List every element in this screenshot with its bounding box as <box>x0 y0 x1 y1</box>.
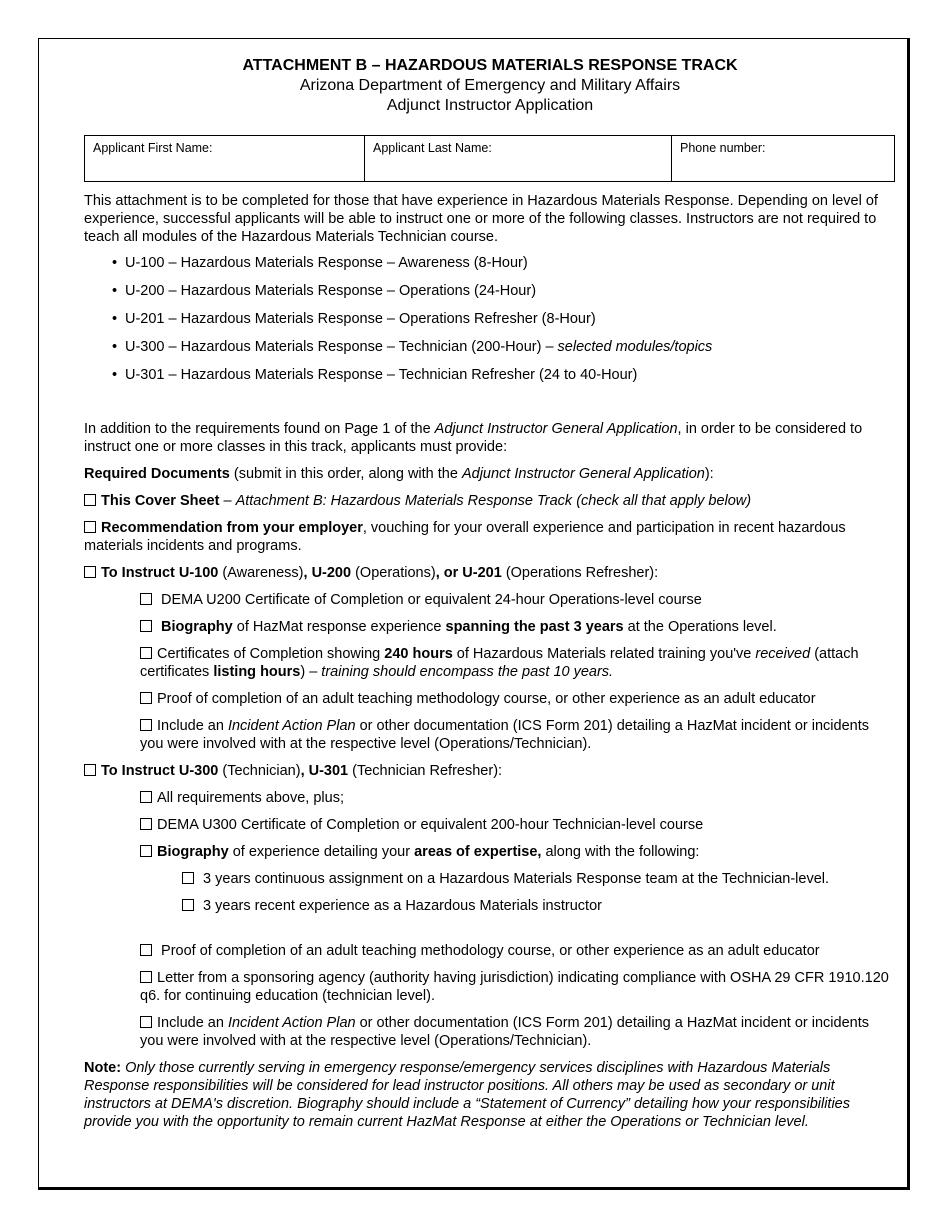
tech-cert-checkbox[interactable] <box>140 818 152 830</box>
ops-bio-checkbox[interactable] <box>140 620 152 632</box>
first-name-field[interactable] <box>85 136 365 182</box>
intro-paragraph: This attachment is to be completed for those that have experience in Hazardous Materials Response. Depending on level of experience, successful applicants will be able to instruct one or more of the following classes. Instructors are not required to teach all modules of the Hazardous Materials Technician course. <box>84 193 878 245</box>
bullet-icon: • <box>112 339 118 355</box>
class-item: • U-100 – Hazardous Materials Response – Awareness (8-Hour) <box>112 255 528 271</box>
bullet-icon: • <box>112 367 118 383</box>
ops-proof-checkbox[interactable] <box>140 692 152 704</box>
document-body <box>84 56 896 1131</box>
class-item: • U-200 – Hazardous Materials Response – Operations (24-Hour) <box>112 283 537 299</box>
required-documents: Required Documents (submit in this order, along with the Adjunct Instructor General Application): <box>84 466 714 482</box>
page-title: ATTACHMENT B – HAZARDOUS MATERIALS RESPONSE TRACK <box>242 57 738 74</box>
tech-iap-checkbox[interactable] <box>140 1016 152 1028</box>
tech-letter-item: Letter from a sponsoring agency (authority having jurisdiction) indicating compliance with OSHA 29 CFR 1910.120 q6. for continuing education (technician level). <box>140 970 889 1004</box>
ops-proof-item: Proof of completion of an adult teaching methodology course, or other experience as an adult educator <box>84 690 896 708</box>
tech-proof-checkbox[interactable] <box>140 944 152 956</box>
header <box>84 56 896 116</box>
tech-sub-instructor-checkbox[interactable] <box>182 899 194 911</box>
form-name: Adjunct Instructor Application <box>386 97 594 114</box>
operations-section: To Instruct U-100 (Awareness), U-200 (Operations), or U-201 (Operations Refresher): <box>84 564 896 582</box>
ops-iap-checkbox[interactable] <box>140 719 152 731</box>
tech-bio-checkbox[interactable] <box>140 845 152 857</box>
recommendation-checkbox[interactable] <box>84 521 96 533</box>
class-item: • U-201 – Hazardous Materials Response – Operations Refresher (8-Hour) <box>112 311 596 327</box>
cover-sheet-item: This Cover Sheet – Attachment B: Hazardous Materials Response Track (check all that apply below) <box>84 492 896 510</box>
technician-checkbox[interactable] <box>84 764 96 776</box>
tech-all-checkbox[interactable] <box>140 791 152 803</box>
ops-cert-checkbox[interactable] <box>140 593 152 605</box>
tech-cert-item: DEMA U300 Certificate of Completion or equivalent 200-hour Technician-level course <box>84 816 896 834</box>
tech-sub-assignment-checkbox[interactable] <box>182 872 194 884</box>
tech-sub-assignment-item: 3 years continuous assignment on a Hazardous Materials Response team at the Technician-level. <box>84 870 896 888</box>
ops-certificates-item: Certificates of Completion showing 240 hours of Hazardous Materials related training you've received (attach certificates listing hours) – training should encompass the past 10 years. <box>140 646 859 680</box>
tech-all-item: All requirements above, plus; <box>84 789 896 807</box>
phone-label: Phone number: <box>680 141 766 155</box>
last-name-field[interactable] <box>365 136 672 182</box>
tech-bio-item: Biography of experience detailing your areas of expertise, along with the following: <box>84 843 896 861</box>
applicant-info-table <box>84 135 895 182</box>
tech-letter-checkbox[interactable] <box>140 971 152 983</box>
bullet-icon: • <box>112 283 118 299</box>
note-paragraph: Note: Only those currently serving in emergency response/emergency services disciplines with Hazardous Materials Response responsibilities will be considered for lead instructor positions. All others may be used as secondary or unit instructors at DEMA's discretion. Biography should include a “Statement of Currency” detailing how your responsibilities provide you with the opportunity to remain current HazMat Response at either the Operations or Technician level. <box>84 1060 850 1130</box>
operations-checkbox[interactable] <box>84 566 96 578</box>
ops-bio-item: Biography of HazMat response experience spanning the past 3 years at the Operations level. <box>84 618 896 636</box>
class-item: • U-300 – Hazardous Materials Response – Technician (200-Hour) – selected modules/topics <box>112 339 713 355</box>
addition-paragraph: In addition to the requirements found on Page 1 of the Adjunct Instructor General Application, in order to be considered to instruct one or more classes in this track, applicants must provide: <box>84 421 863 455</box>
last-name-label: Applicant Last Name: <box>373 141 492 155</box>
class-note: selected modules/topics <box>557 339 713 355</box>
bullet-icon: • <box>112 311 118 327</box>
tech-sub-instructor-item: 3 years recent experience as a Hazardous Materials instructor <box>84 897 896 915</box>
recommendation-item: Recommendation from your employer, vouching for your overall experience and participation in recent hazardous materials incidents and programs. <box>84 520 846 554</box>
ops-iap-item: Include an Incident Action Plan or other documentation (ICS Form 201) detailing a HazMat incident or incidents you were involved with at the respective level (Operations/Technician). <box>140 718 869 752</box>
tech-proof-item: Proof of completion of an adult teaching methodology course, or other experience as an adult educator <box>84 942 896 960</box>
tech-iap-item: Include an Incident Action Plan or other documentation (ICS Form 201) detailing a HazMat incident or incidents you were involved with at the respective level (Operations/Technician). <box>140 1015 869 1049</box>
cover-sheet-checkbox[interactable] <box>84 494 96 506</box>
ops-certificates-checkbox[interactable] <box>140 647 152 659</box>
phone-field[interactable] <box>672 136 895 182</box>
ops-cert-item: DEMA U200 Certificate of Completion or equivalent 24-hour Operations-level course <box>84 591 896 609</box>
agency-name: Arizona Department of Emergency and Military Affairs <box>299 77 681 94</box>
first-name-label: Applicant First Name: <box>93 141 213 155</box>
technician-section: To Instruct U-300 (Technician), U-301 (Technician Refresher): <box>84 762 896 780</box>
class-list <box>84 254 896 384</box>
bullet-icon: • <box>112 255 118 271</box>
class-item: • U-301 – Hazardous Materials Response – Technician Refresher (24 to 40-Hour) <box>112 367 638 383</box>
